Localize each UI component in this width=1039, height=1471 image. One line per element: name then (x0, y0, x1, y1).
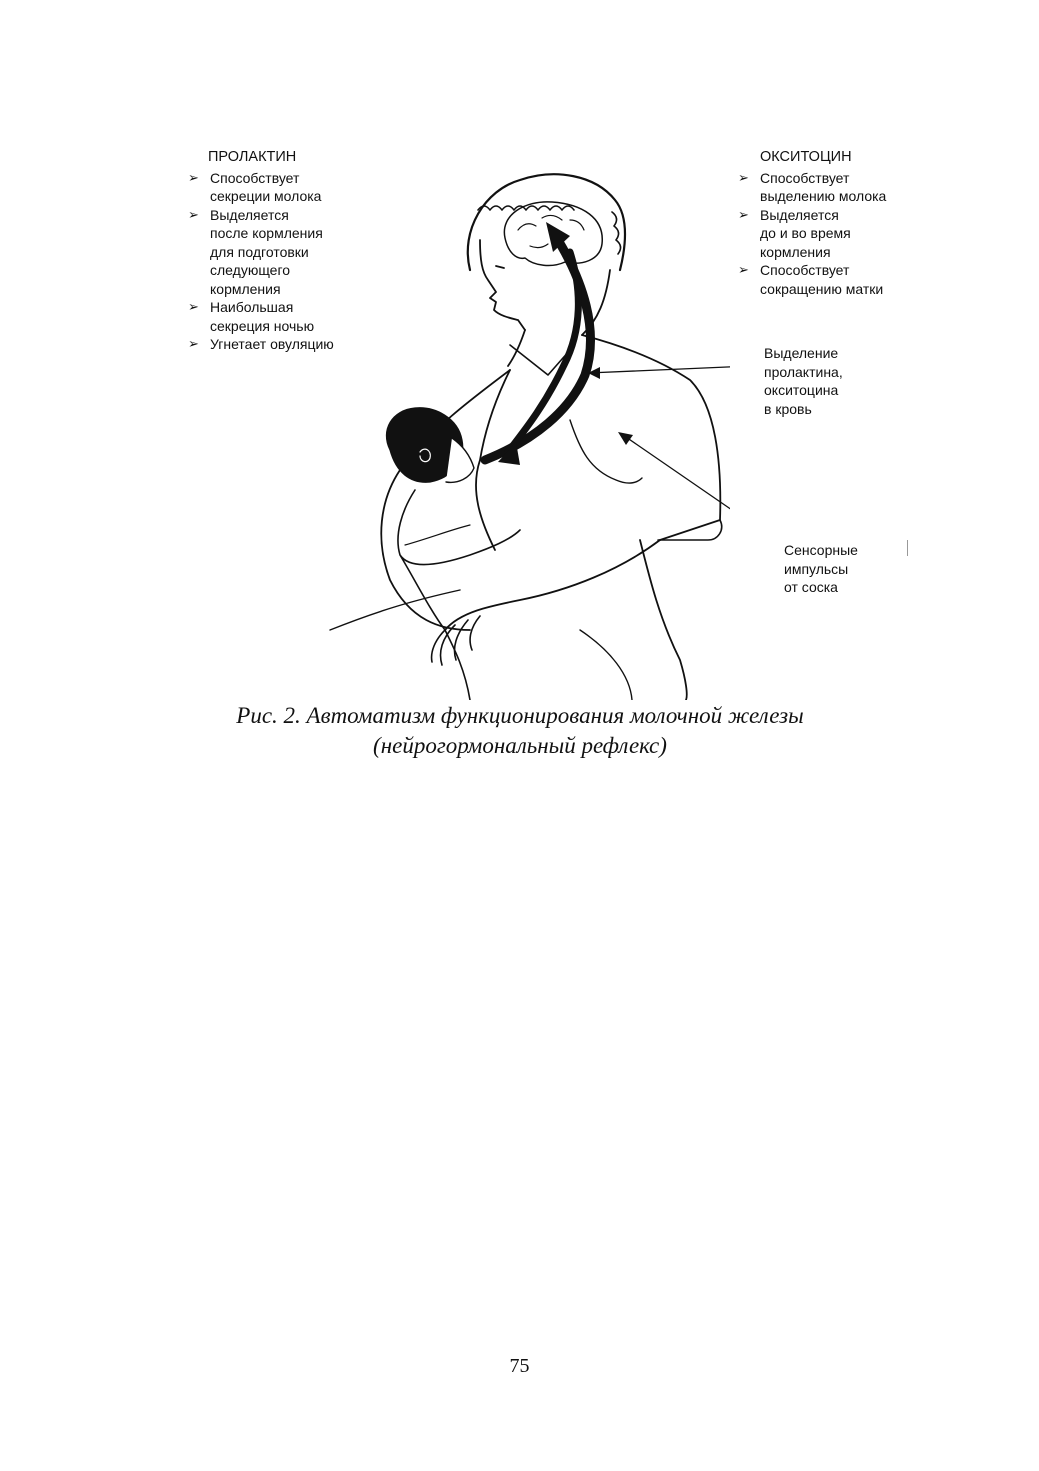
shoulder-right (582, 335, 720, 540)
blanket-fold (405, 525, 470, 545)
face-profile (480, 240, 525, 330)
scan-edge-mark (907, 540, 908, 556)
prolactin-item-line: кормления (210, 280, 281, 297)
lap-curve (580, 630, 632, 700)
prolactin-item-line: Угнетает овуляцию (210, 336, 334, 352)
oxytocin-item (738, 169, 938, 206)
oxytocin-item-line: до и во время (760, 225, 851, 241)
oxytocin-heading: ОКСИТОЦИН (760, 149, 852, 165)
bullet-arrow-icon: ➢ (188, 169, 199, 185)
prolactin-item-line: Выделяется (210, 206, 289, 223)
oxytocin-item-line: кормления (760, 243, 831, 260)
sensory-impulses-label (784, 541, 924, 597)
breastfeeding-illustration (320, 160, 730, 700)
release-label-line: пролактина, (764, 363, 843, 380)
right-arm (445, 540, 660, 630)
hand-fingers (432, 616, 480, 665)
oxytocin-item-line: Способствует (760, 169, 850, 186)
oxytocin-item (738, 206, 938, 262)
sensory-label-line: от соска (784, 579, 838, 595)
prolactin-item-line: после кормления (210, 225, 323, 241)
release-label-line: окситоцина (764, 382, 839, 398)
prolactin-item-line: следующего (210, 262, 291, 278)
sensory-leader-head (618, 432, 633, 445)
release-label-line: в кровь (764, 400, 812, 417)
torso-right (640, 540, 687, 700)
oxytocin-item (738, 261, 938, 298)
baby-blanket (398, 490, 520, 700)
figure-caption-line-1: Рис. 2. Автоматизм функционирования молочной железы (236, 703, 804, 728)
eye-mark (496, 266, 504, 268)
prolactin-item-line: для подготовки (210, 243, 309, 260)
oxytocin-item-line: Выделяется (760, 206, 839, 223)
oxytocin-item-line: выделению молока (760, 188, 887, 204)
figure-caption-line-2: (нейрогормональный рефлекс) (373, 733, 667, 758)
prolactin-item-line: секреция ночью (210, 317, 315, 334)
oxytocin-item-line: сокращению матки (760, 280, 884, 297)
release-label-line: Выделение (764, 345, 839, 361)
left-arm (381, 370, 510, 630)
prolactin-heading: ПРОЛАКТИН (208, 149, 297, 165)
hair-outline (468, 174, 625, 270)
prolactin-item-line: Наибольшая (210, 299, 294, 315)
sensory-label-line: импульсы (784, 560, 849, 577)
oxytocin-item-line: Способствует (760, 262, 850, 278)
bullet-arrow-icon: ➢ (188, 336, 199, 351)
page-number: 75 (509, 1355, 530, 1377)
hormone-release-label (764, 344, 904, 418)
prolactin-item-line: Способствует (210, 169, 300, 186)
breast-curve (570, 420, 642, 483)
bullet-arrow-icon: ➢ (188, 299, 199, 314)
prolactin-item-line: секреции молока (210, 188, 322, 204)
bullet-arrow-icon: ➢ (738, 262, 749, 277)
sensory-label-line: Сенсорные (784, 542, 858, 558)
bullet-arrow-icon: ➢ (188, 206, 199, 222)
neck-line (508, 330, 525, 366)
bullet-arrow-icon: ➢ (738, 169, 749, 185)
oxytocin-block (738, 148, 938, 298)
bullet-arrow-icon: ➢ (738, 206, 749, 222)
sensory-leader-line (623, 435, 730, 543)
release-leader-line (588, 366, 730, 373)
